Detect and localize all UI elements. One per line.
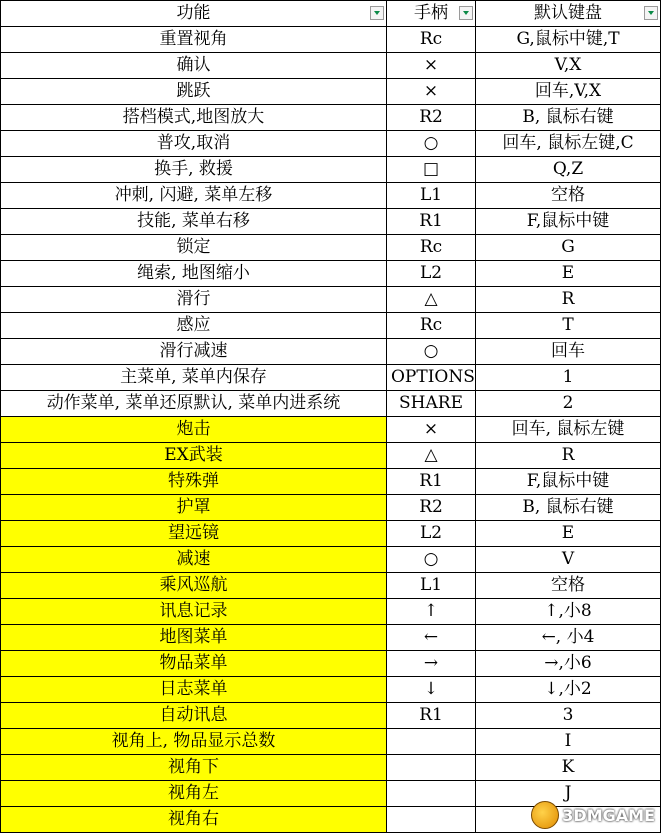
header-keyboard bbox=[476, 1, 661, 27]
table-row bbox=[1, 105, 661, 131]
function-cell[interactable]: 视角上, 物品显示总数 bbox=[1, 729, 387, 755]
keyboard-cell[interactable]: F,鼠标中键 bbox=[476, 469, 661, 495]
gamepad-cell[interactable]: Rc bbox=[387, 235, 476, 261]
header-gamepad bbox=[387, 1, 476, 27]
table-row bbox=[1, 547, 661, 573]
keyboard-cell[interactable]: I bbox=[476, 729, 661, 755]
gamepad-cell[interactable]: × bbox=[387, 53, 476, 79]
keyboard-cell[interactable]: ↓,小2 bbox=[476, 677, 661, 703]
table-row bbox=[1, 729, 661, 755]
table-row bbox=[1, 391, 661, 417]
function-cell[interactable]: 绳索, 地图缩小 bbox=[1, 261, 387, 287]
gamepad-cell[interactable]: R1 bbox=[387, 469, 476, 495]
keyboard-cell[interactable]: 2 bbox=[476, 391, 661, 417]
keyboard-cell[interactable]: 空格 bbox=[476, 573, 661, 599]
table-row bbox=[1, 599, 661, 625]
table-row bbox=[1, 131, 661, 157]
function-cell[interactable]: 自动讯息 bbox=[1, 703, 387, 729]
function-cell[interactable]: 锁定 bbox=[1, 235, 387, 261]
3dm-logo-icon bbox=[531, 801, 559, 829]
gamepad-cell[interactable]: ↑ bbox=[387, 599, 476, 625]
gamepad-cell[interactable]: × bbox=[387, 417, 476, 443]
gamepad-cell[interactable]: ○ bbox=[387, 547, 476, 573]
function-cell[interactable]: 动作菜单, 菜单还原默认, 菜单内进系统 bbox=[1, 391, 387, 417]
watermark-text: 3DMGAME bbox=[562, 805, 655, 825]
function-cell[interactable]: 视角右 bbox=[1, 807, 387, 833]
gamepad-cell[interactable]: ○ bbox=[387, 339, 476, 365]
function-cell[interactable]: 乘风巡航 bbox=[1, 573, 387, 599]
gamepad-cell[interactable]: R2 bbox=[387, 495, 476, 521]
gamepad-cell[interactable] bbox=[387, 807, 476, 833]
gamepad-cell[interactable] bbox=[387, 781, 476, 807]
gamepad-cell[interactable]: L1 bbox=[387, 183, 476, 209]
function-cell[interactable]: 护罩 bbox=[1, 495, 387, 521]
keyboard-cell[interactable]: K bbox=[476, 755, 661, 781]
function-cell[interactable]: 物品菜单 bbox=[1, 651, 387, 677]
keyboard-cell[interactable]: B, 鼠标右键 bbox=[476, 495, 661, 521]
keyboard-cell[interactable]: ←, 小4 bbox=[476, 625, 661, 651]
table-row bbox=[1, 521, 661, 547]
table-row bbox=[1, 261, 661, 287]
gamepad-cell[interactable]: Rc bbox=[387, 313, 476, 339]
table-row bbox=[1, 443, 661, 469]
header-keyboard-label: 默认键盘 bbox=[534, 3, 602, 23]
gamepad-cell[interactable]: □ bbox=[387, 157, 476, 183]
table-row bbox=[1, 313, 661, 339]
function-cell[interactable]: 讯息记录 bbox=[1, 599, 387, 625]
keyboard-cell[interactable]: F,鼠标中键 bbox=[476, 209, 661, 235]
gamepad-cell[interactable]: ↓ bbox=[387, 677, 476, 703]
keyboard-cell[interactable]: G bbox=[476, 235, 661, 261]
function-cell[interactable]: 滑行减速 bbox=[1, 339, 387, 365]
function-cell[interactable]: 换手, 救援 bbox=[1, 157, 387, 183]
gamepad-cell[interactable]: L1 bbox=[387, 573, 476, 599]
table-row bbox=[1, 209, 661, 235]
filter-dropdown-icon[interactable] bbox=[370, 6, 384, 20]
keyboard-cell[interactable]: E bbox=[476, 521, 661, 547]
table-row bbox=[1, 495, 661, 521]
gamepad-cell[interactable] bbox=[387, 729, 476, 755]
table-row bbox=[1, 339, 661, 365]
gamepad-cell[interactable]: → bbox=[387, 651, 476, 677]
header-function-label: 功能 bbox=[176, 3, 211, 23]
keyboard-cell[interactable]: G,鼠标中键,T bbox=[476, 27, 661, 53]
table-row bbox=[1, 755, 661, 781]
filter-dropdown-icon[interactable] bbox=[459, 6, 473, 20]
table-row bbox=[1, 365, 661, 391]
gamepad-cell[interactable]: ← bbox=[387, 625, 476, 651]
function-cell[interactable]: 日志菜单 bbox=[1, 677, 387, 703]
function-cell[interactable]: 技能, 菜单右移 bbox=[1, 209, 387, 235]
function-cell[interactable]: 望远镜 bbox=[1, 521, 387, 547]
keyboard-cell[interactable]: 回车, 鼠标左键,C bbox=[476, 131, 661, 157]
keyboard-cell[interactable]: R bbox=[476, 443, 661, 469]
function-cell[interactable]: 滑行 bbox=[1, 287, 387, 313]
function-cell[interactable]: 跳跃 bbox=[1, 79, 387, 105]
keyboard-cell[interactable]: V,X bbox=[476, 53, 661, 79]
header-gamepad-label: 手柄 bbox=[414, 3, 448, 23]
keyboard-cell[interactable]: V bbox=[476, 547, 661, 573]
keyboard-cell[interactable]: 1 bbox=[476, 365, 661, 391]
function-cell[interactable]: 冲刺, 闪避, 菜单左移 bbox=[1, 183, 387, 209]
function-cell[interactable]: 视角下 bbox=[1, 755, 387, 781]
gamepad-cell[interactable]: L2 bbox=[387, 521, 476, 547]
gamepad-cell[interactable]: ○ bbox=[387, 131, 476, 157]
function-cell[interactable]: 普攻,取消 bbox=[1, 131, 387, 157]
keyboard-cell[interactable]: ↑,小8 bbox=[476, 599, 661, 625]
gamepad-cell[interactable]: △ bbox=[387, 443, 476, 469]
gamepad-cell[interactable]: × bbox=[387, 79, 476, 105]
filter-dropdown-icon[interactable] bbox=[644, 6, 658, 20]
header-row bbox=[1, 1, 661, 27]
keyboard-cell[interactable]: 回车, 鼠标左键 bbox=[476, 417, 661, 443]
table-row bbox=[1, 651, 661, 677]
gamepad-cell[interactable]: Rc bbox=[387, 27, 476, 53]
keyboard-cell[interactable]: 空格 bbox=[476, 183, 661, 209]
function-cell[interactable]: 搭档模式,地图放大 bbox=[1, 105, 387, 131]
keyboard-cell[interactable]: J bbox=[476, 781, 661, 807]
table-row bbox=[1, 183, 661, 209]
function-cell[interactable]: 主菜单, 菜单内保存 bbox=[1, 365, 387, 391]
function-cell[interactable]: 重置视角 bbox=[1, 27, 387, 53]
gamepad-cell[interactable]: R1 bbox=[387, 703, 476, 729]
keyboard-cell[interactable]: →,小6 bbox=[476, 651, 661, 677]
table-row bbox=[1, 157, 661, 183]
table-row bbox=[1, 287, 661, 313]
table-row bbox=[1, 27, 661, 53]
function-cell[interactable]: 确认 bbox=[1, 53, 387, 79]
table-row bbox=[1, 677, 661, 703]
gamepad-cell[interactable]: R1 bbox=[387, 209, 476, 235]
keyboard-cell[interactable]: E bbox=[476, 261, 661, 287]
table-row bbox=[1, 469, 661, 495]
gamepad-cell[interactable]: OPTIONS bbox=[387, 365, 476, 391]
gamepad-cell[interactable]: L2 bbox=[387, 261, 476, 287]
table-row bbox=[1, 235, 661, 261]
gamepad-cell[interactable]: △ bbox=[387, 287, 476, 313]
table-row bbox=[1, 417, 661, 443]
gamepad-cell[interactable]: R2 bbox=[387, 105, 476, 131]
keyboard-cell[interactable]: R bbox=[476, 287, 661, 313]
gamepad-cell[interactable] bbox=[387, 755, 476, 781]
table-row bbox=[1, 573, 661, 599]
function-cell[interactable]: 视角左 bbox=[1, 781, 387, 807]
keyboard-cell[interactable]: T bbox=[476, 313, 661, 339]
function-cell[interactable]: EX武装 bbox=[1, 443, 387, 469]
function-cell[interactable]: 感应 bbox=[1, 313, 387, 339]
function-cell[interactable]: 地图菜单 bbox=[1, 625, 387, 651]
header-function bbox=[1, 1, 387, 27]
table-row bbox=[1, 53, 661, 79]
function-cell[interactable]: 炮击 bbox=[1, 417, 387, 443]
table-row bbox=[1, 703, 661, 729]
gamepad-cell[interactable]: SHARE bbox=[387, 391, 476, 417]
watermark bbox=[531, 801, 655, 829]
function-cell[interactable]: 减速 bbox=[1, 547, 387, 573]
keyboard-cell[interactable]: 回车 bbox=[476, 339, 661, 365]
function-cell[interactable]: 特殊弹 bbox=[1, 469, 387, 495]
keyboard-cell[interactable]: B, 鼠标右键 bbox=[476, 105, 661, 131]
table-row bbox=[1, 625, 661, 651]
keyboard-cell[interactable]: 回车,V,X bbox=[476, 79, 661, 105]
keyboard-cell[interactable]: 3 bbox=[476, 703, 661, 729]
keyboard-cell[interactable]: Q,Z bbox=[476, 157, 661, 183]
table-row bbox=[1, 79, 661, 105]
